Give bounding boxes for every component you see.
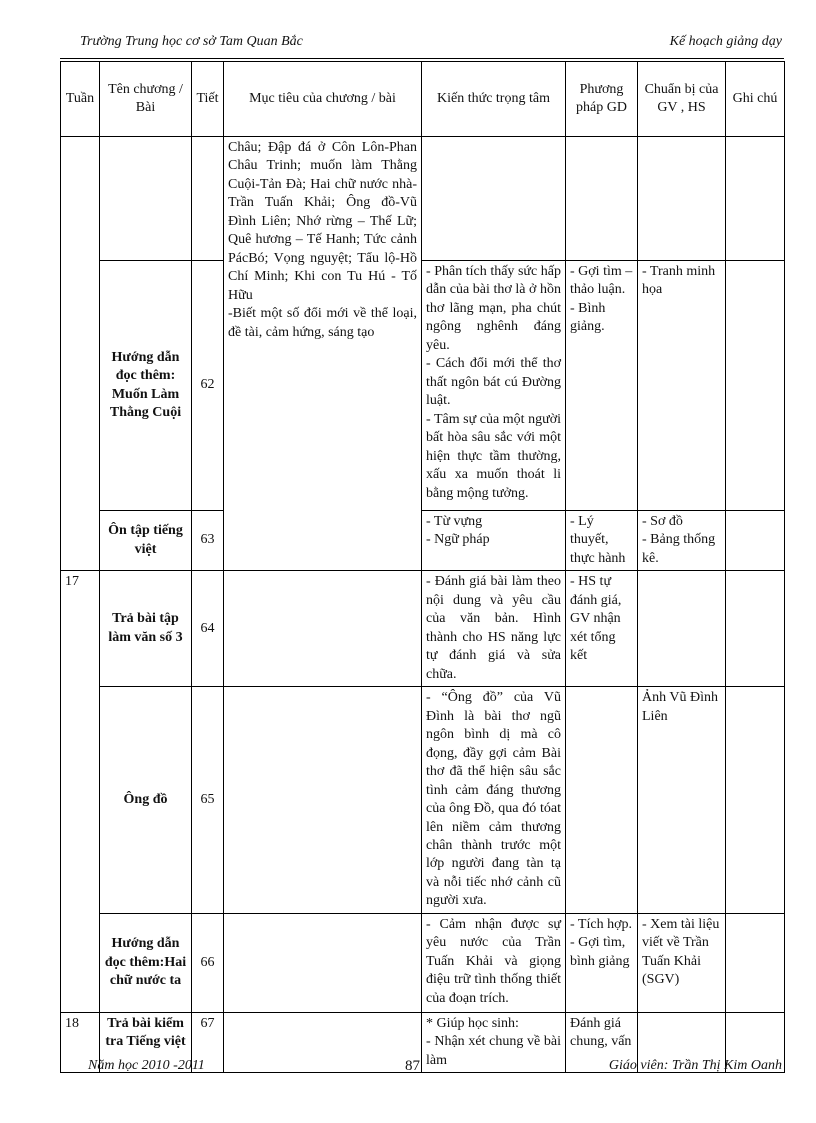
knowledge-cell: - Từ vựng - Ngữ pháp — [422, 511, 566, 571]
period-cell: 64 — [192, 571, 224, 687]
week-cell: 17 — [61, 571, 100, 1012]
period-cell: 67 — [192, 1012, 224, 1072]
objective-cell — [224, 913, 422, 1012]
table-row — [61, 137, 785, 261]
period-cell: 62 — [192, 261, 224, 511]
knowledge-cell: * Giúp học sinh: - Nhận xét chung về bài làm — [422, 1012, 566, 1072]
knowledge-cell: - Cảm nhận được sự yêu nước của Trần Tuấn Khải và giọng điệu trữ tình thống thiết của đoạn trích. — [422, 913, 566, 1012]
school-year: Năm học 2010 -2011 — [88, 1058, 205, 1073]
lesson-cell: Hướng dẫn đọc thêm: Muốn Làm Thằng Cuội — [100, 261, 192, 511]
period-cell: 66 — [192, 913, 224, 1012]
knowledge-cell — [422, 137, 566, 261]
method-cell: - HS tự đánh giá, GV nhận xét tổng kết — [566, 571, 638, 687]
method-cell — [566, 687, 638, 914]
period-cell: 63 — [192, 511, 224, 571]
objective-cell — [224, 687, 422, 914]
week-cell: 18 — [61, 1012, 100, 1072]
lesson-cell — [100, 137, 192, 261]
objective-cell: Châu; Đập đá ở Côn Lôn-Phan Châu Trinh; muốn làm Thằng Cuội-Tản Đà; Hai chữ nước nhà-Trần Tuấn Khải; Ông đồ-Vũ Đình Liên; Nhớ rừng – Thế Lữ; Quê hương – Tế Hanh; Tức cảnh PácBó; Vọng nguyệt; Tẩu lộ-Hồ Chí Minh; Khi con Tu Hú - Tố Hữu -Biết một số đổi mới về thể loại, đề tài, cảm hứng, sáng tạo — [224, 137, 422, 571]
table-header-row — [61, 62, 785, 137]
col-period: Tiết — [192, 62, 224, 137]
header-rule — [60, 58, 784, 59]
prep-cell: - Sơ đồ - Bảng thống kê. — [638, 511, 726, 571]
table-row — [61, 511, 785, 571]
lesson-cell: Ông đồ — [100, 687, 192, 914]
col-objective: Mục tiêu của chương / bài — [224, 62, 422, 137]
table-row — [61, 261, 785, 511]
prep-cell — [638, 137, 726, 261]
col-note: Ghi chú — [726, 62, 785, 137]
objective-cell — [224, 571, 422, 687]
lesson-cell: Hướng dẫn đọc thêm:Hai chữ nước ta — [100, 913, 192, 1012]
period-cell — [192, 137, 224, 261]
note-cell — [726, 137, 785, 261]
col-method: Phương pháp GD — [566, 62, 638, 137]
method-cell: Đánh giá chung, vấn — [566, 1012, 638, 1072]
knowledge-cell: - “Ông đồ” của Vũ Đình là bài thơ ngũ ngôn bình dị mà cô đọng, đầy gợi cảm Bài thơ đã thể hiện sâu sắc tình cảm đáng thương của ông Đồ, qua đó tóat lên niềm cảm thương chân thành trước một lớp người đang tàn tạ và nỗi tiếc nhớ cảnh cũ người xưa. — [422, 687, 566, 914]
note-cell — [726, 261, 785, 511]
note-cell — [726, 913, 785, 1012]
table-row — [61, 687, 785, 914]
method-cell: - Gợi tìm – thảo luận. - Bình giảng. — [566, 261, 638, 511]
knowledge-cell: - Đánh giá bài làm theo nội dung và yêu cầu của văn bản. Hình thành cho HS năng lực tự đánh giá và sửa chữa. — [422, 571, 566, 687]
teacher-name: Giáo viên: Trần Thị Kim Oanh — [608, 1058, 782, 1073]
note-cell — [726, 571, 785, 687]
prep-cell — [638, 571, 726, 687]
lesson-cell: Trả bài tập làm văn số 3 — [100, 571, 192, 687]
table-row — [61, 571, 785, 687]
week-cell — [61, 137, 100, 571]
school-name: Trường Trung học cơ sở Tam Quan Bắc — [80, 34, 303, 49]
period-cell: 65 — [192, 687, 224, 914]
method-cell — [566, 137, 638, 261]
prep-cell: - Tranh minh họa — [638, 261, 726, 511]
objective-cell — [224, 1012, 422, 1072]
col-prep: Chuẩn bị của GV , HS — [638, 62, 726, 137]
note-cell — [726, 511, 785, 571]
document-title: Kế hoạch giảng dạy — [669, 34, 782, 49]
lesson-plan-table — [60, 61, 785, 1073]
method-cell: - Tích hợp. - Gợi tìm, bình giảng — [566, 913, 638, 1012]
prep-cell: - Xem tài liệu viết về Trần Tuấn Khải (SGV) — [638, 913, 726, 1012]
page-number: 87 — [405, 1058, 420, 1074]
method-cell: - Lý thuyết, thực hành — [566, 511, 638, 571]
note-cell — [726, 687, 785, 914]
col-week: Tuần — [61, 62, 100, 137]
knowledge-cell: - Phân tích thấy sức hấp dẫn của bài thơ là ở hồn thơ lãng mạn, pha chút ngông nghênh đáng yêu. - Cách đổi mới thể thơ thất ngôn bát cú Đường luật. - Tâm sự của một người bất hòa sâu sắc với một hiện thực tầm thường, xấu xa muốn thoát li bằng mộng tưởng. — [422, 261, 566, 511]
table-row — [61, 913, 785, 1012]
col-knowledge: Kiến thức trọng tâm — [422, 62, 566, 137]
col-lesson: Tên chương / Bài — [100, 62, 192, 137]
lesson-cell: Trả bài kiểm tra Tiếng việt — [100, 1012, 192, 1072]
prep-cell: Ảnh Vũ Đình Liên — [638, 687, 726, 914]
lesson-cell: Ôn tập tiếng việt — [100, 511, 192, 571]
